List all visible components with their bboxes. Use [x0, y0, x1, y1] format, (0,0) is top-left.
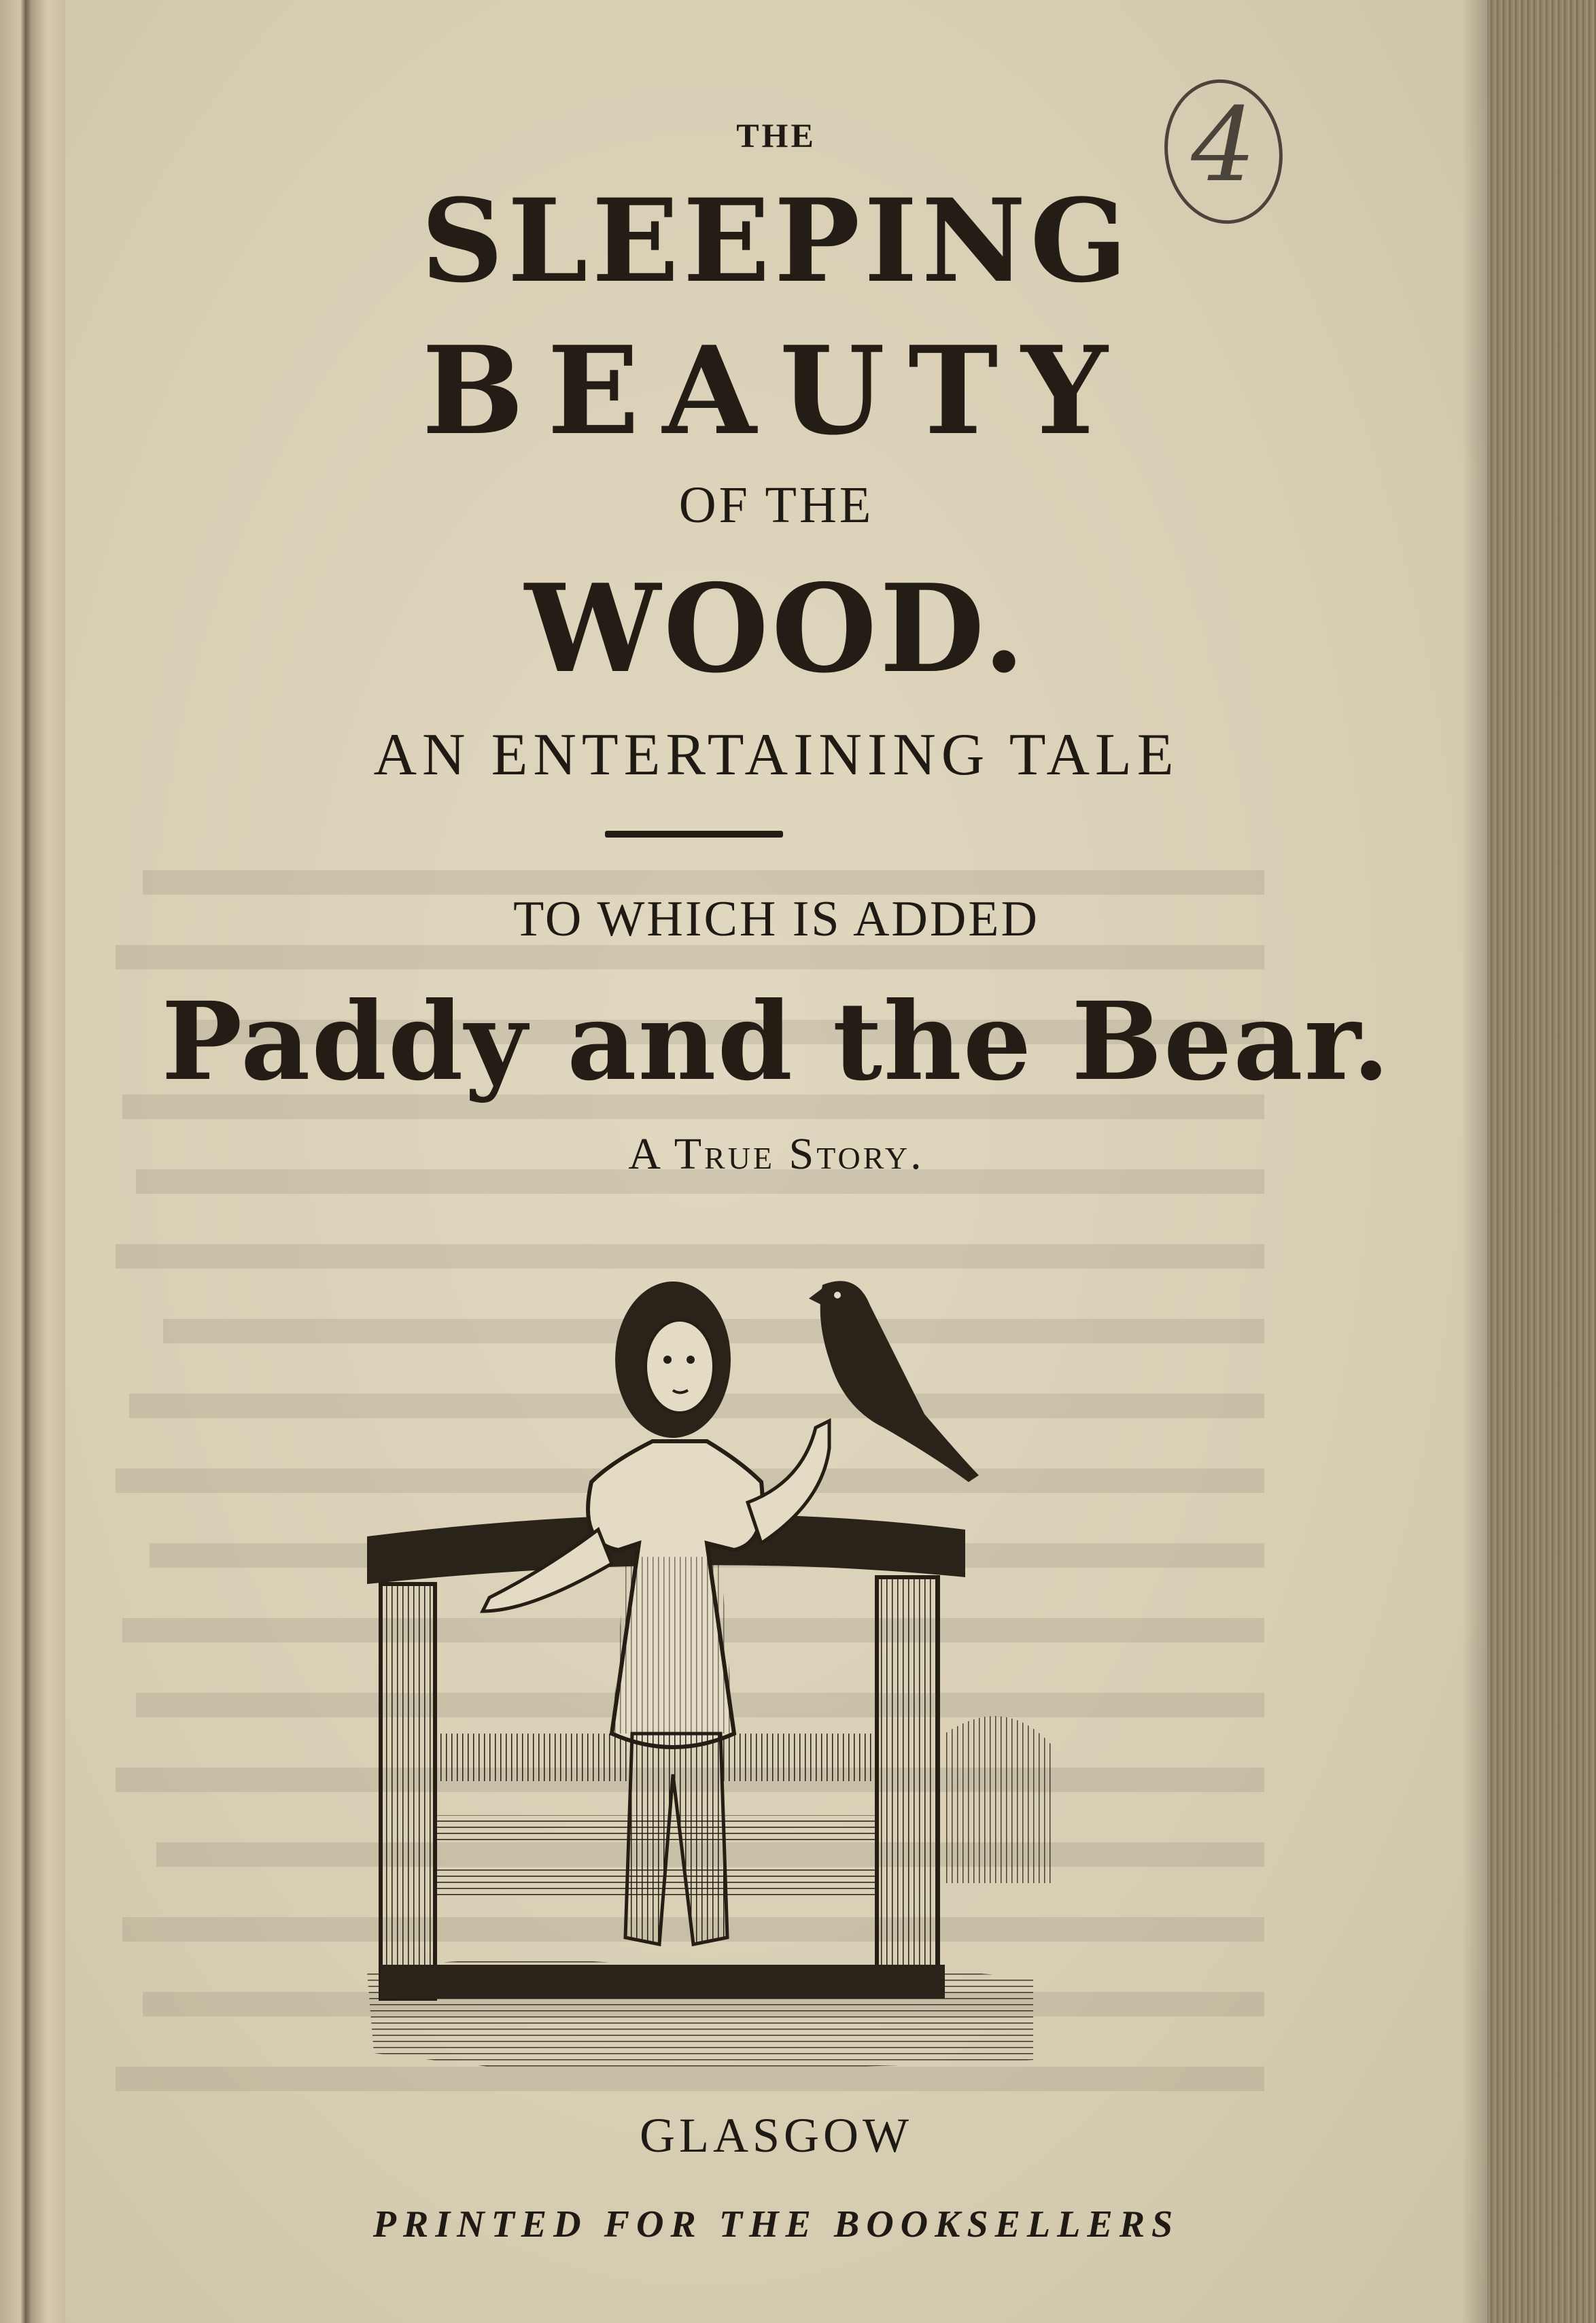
bush: [945, 1716, 1054, 1883]
parrot-body: [820, 1281, 979, 1482]
title-line-sleeping: SLEEPING: [421, 173, 1132, 308]
bench-right-post: [877, 1577, 938, 1992]
title-article: THE: [736, 116, 816, 154]
girl-face: [646, 1320, 714, 1413]
added-intro: TO WHICH IS ADDED: [513, 891, 1039, 947]
bench-left-post: [381, 1584, 435, 1999]
title-line-beauty: BEAUTY: [421, 320, 1131, 462]
imprint-city: GLASGOW: [640, 2108, 913, 2163]
dress-shading: [612, 1557, 734, 1734]
title-line-wood: WOOD.: [525, 557, 1028, 700]
handwritten-number-annotation: [1159, 71, 1288, 231]
title-line-of-the: OF THE: [678, 477, 874, 534]
subtitle: AN ENTERTAINING TALE: [373, 722, 1179, 788]
bench-base: [381, 1965, 945, 1999]
binding-edge: [0, 0, 65, 2323]
divider-rule: [605, 831, 783, 838]
second-title: Paddy and the Bear.: [161, 979, 1391, 1105]
parrot-beak: [809, 1288, 822, 1305]
imprint-printer: PRINTED FOR THE BOOKSELLERS: [372, 2203, 1180, 2245]
woodcut-girl-with-parrot-icon: [353, 1258, 1067, 2074]
book-fore-edge: [1487, 0, 1596, 2323]
second-subtitle: A True Story.: [628, 1129, 924, 1179]
handwritten-number: 4: [1191, 86, 1256, 205]
